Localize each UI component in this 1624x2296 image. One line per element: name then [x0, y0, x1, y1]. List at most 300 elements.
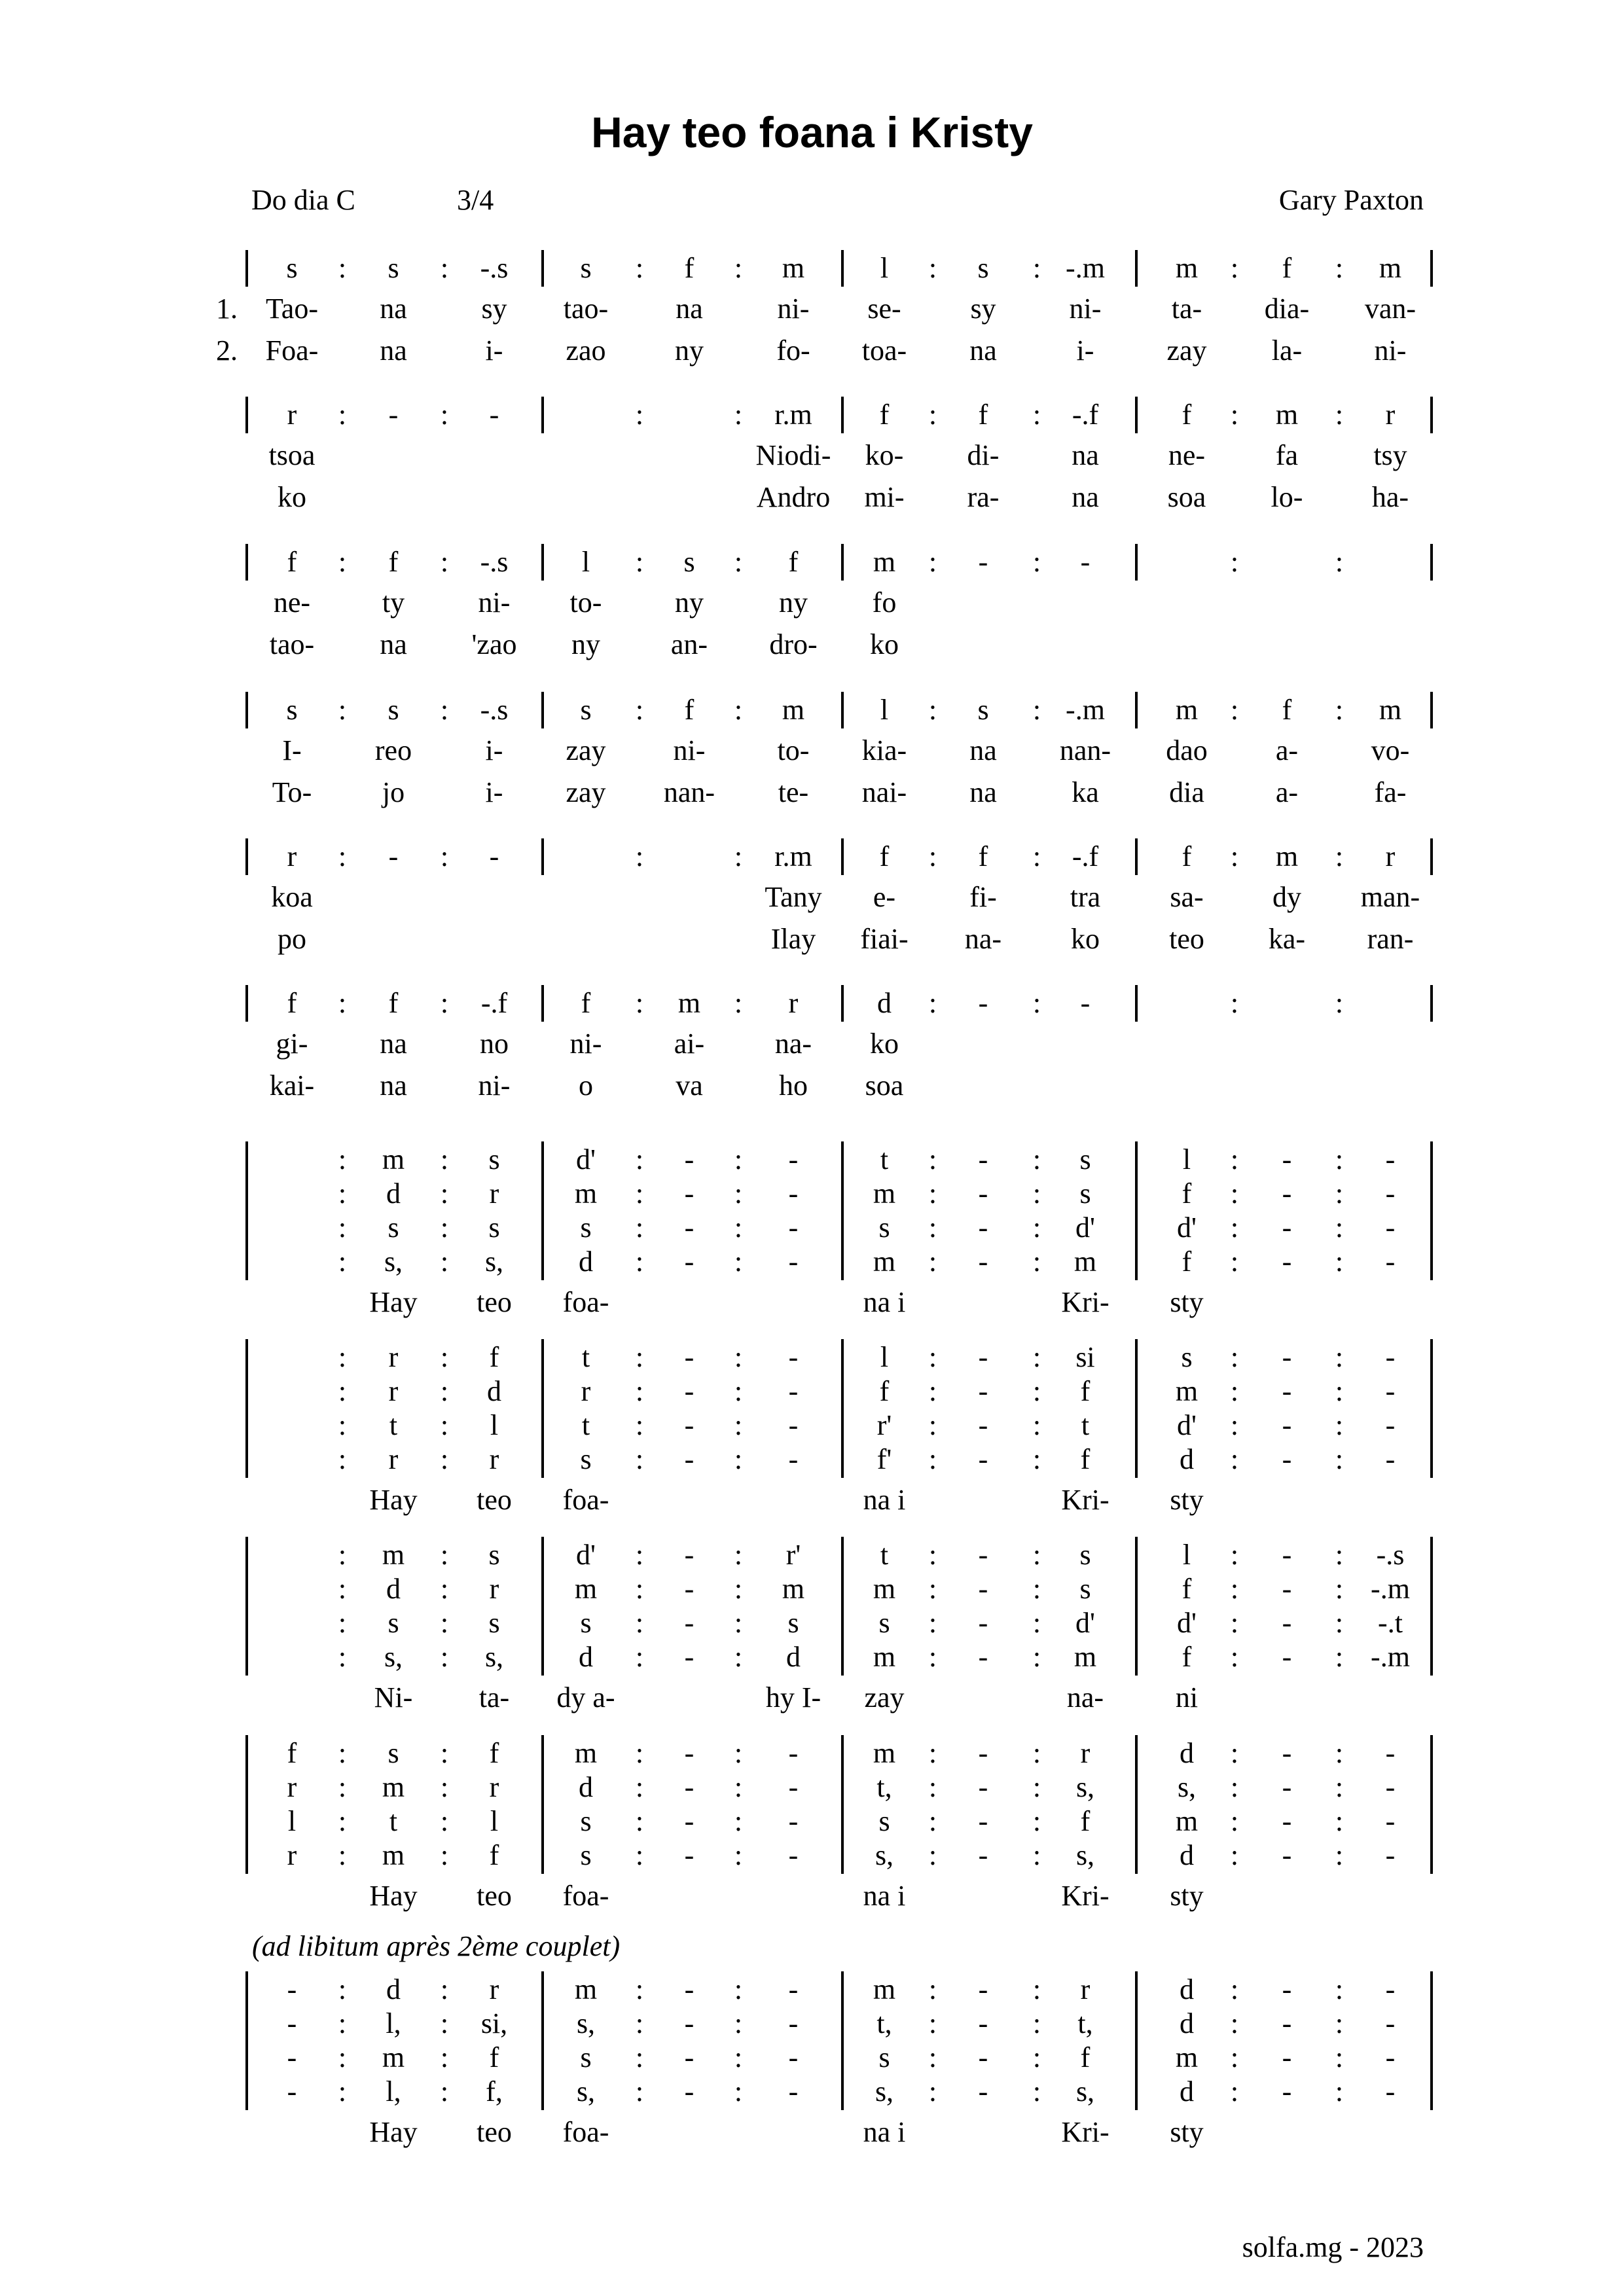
- beat-separator: :: [1230, 1607, 1239, 1639]
- solfa-note: s,: [1075, 2075, 1095, 2108]
- beat-separator: :: [338, 1771, 347, 1803]
- beat-separator: :: [338, 1341, 347, 1373]
- solfa-note: -: [788, 1246, 799, 1278]
- solfa-note: s,: [576, 2075, 596, 2108]
- solfa-note: -: [1385, 1375, 1396, 1407]
- lyric-syllable: soa: [865, 1069, 904, 1102]
- beat-separator: :: [1230, 1771, 1239, 1803]
- beat-separator: :: [635, 1607, 644, 1639]
- solfa-note: -: [1385, 1246, 1396, 1278]
- key-signature: Do dia C: [251, 184, 355, 216]
- solfa-note: f: [489, 1839, 499, 1871]
- beat-separator: :: [635, 987, 644, 1019]
- lyric-syllable: 'zao: [471, 628, 517, 660]
- solfa-note: l,: [386, 2007, 401, 2039]
- solfa-note: -: [978, 987, 988, 1019]
- lyric-syllable: la-: [1271, 334, 1303, 367]
- solfa-note: f: [287, 987, 297, 1019]
- solfa-note: -: [1282, 1177, 1292, 1210]
- solfa-note: m: [1175, 1805, 1199, 1837]
- solfa-note: d: [579, 1246, 593, 1278]
- solfa-note: -: [1282, 1641, 1292, 1673]
- lyric-syllable: fo-: [776, 334, 810, 367]
- beat-separator: :: [635, 1573, 644, 1605]
- beat-separator: :: [338, 2075, 347, 2108]
- solfa-note: s: [683, 546, 695, 578]
- beat-separator: :: [1032, 1805, 1041, 1837]
- solfa-note: f: [287, 1737, 297, 1769]
- beat-separator: :: [1335, 1641, 1344, 1673]
- lyric-syllable: Hay: [369, 1880, 418, 1912]
- lyric-syllable: nan-: [1059, 734, 1111, 766]
- solfa-note: m: [677, 987, 701, 1019]
- solfa-note: -: [1385, 1409, 1396, 1441]
- solfa-note: -: [788, 1143, 799, 1175]
- beat-separator: :: [928, 1737, 937, 1769]
- solfa-note: -: [788, 1341, 799, 1373]
- lyric-syllable: Kri-: [1061, 1880, 1110, 1912]
- verse-number: 1.: [216, 293, 238, 325]
- beat-separator: :: [440, 1839, 449, 1871]
- solfa-note: m: [1074, 1641, 1097, 1673]
- beat-separator: :: [635, 1177, 644, 1210]
- lyric-syllable: ka: [1072, 776, 1099, 808]
- beat-separator: :: [1032, 694, 1041, 726]
- solfa-note: -: [978, 1737, 988, 1769]
- beat-separator: :: [1335, 1409, 1344, 1441]
- lyric-syllable: tsy: [1373, 439, 1407, 471]
- lyric-syllable: hy I-: [765, 1681, 821, 1713]
- beat-separator: :: [440, 1539, 449, 1571]
- solfa-note: d: [386, 1573, 401, 1605]
- beat-separator: :: [928, 987, 937, 1019]
- solfa-note: -.f: [480, 987, 508, 1019]
- lyric-syllable: na: [380, 293, 407, 325]
- beat-separator: :: [440, 840, 449, 872]
- beat-separator: :: [734, 1409, 743, 1441]
- lyric-syllable: fiai-: [860, 923, 909, 955]
- beat-separator: :: [1032, 1607, 1041, 1639]
- lyric-syllable: ni-: [1069, 293, 1102, 325]
- solfa-note: m: [873, 1737, 896, 1769]
- solfa-note: d: [1180, 1839, 1194, 1871]
- solfa-note: m: [1175, 694, 1199, 726]
- beat-separator: :: [1335, 987, 1344, 1019]
- solfa-note: -: [489, 840, 499, 872]
- lyric-syllable: fa: [1275, 439, 1299, 471]
- lyric-syllable: dro-: [769, 628, 818, 660]
- beat-separator: :: [635, 1443, 644, 1475]
- solfa-note: s: [388, 1737, 399, 1769]
- solfa-note: l: [287, 1805, 297, 1837]
- solfa-note: f: [1182, 840, 1192, 872]
- lyric-syllable: tra: [1070, 881, 1101, 913]
- solfa-note: d: [579, 1771, 593, 1803]
- solfa-note: -: [788, 1211, 799, 1244]
- beat-separator: :: [440, 1641, 449, 1673]
- solfa-note: -: [978, 2007, 988, 2039]
- solfa-note: -.m: [1371, 1573, 1410, 1605]
- solfa-note: m: [1175, 2041, 1199, 2073]
- beat-separator: :: [928, 694, 937, 726]
- solfa-note: r: [287, 399, 297, 431]
- solfa-note: r: [1385, 840, 1396, 872]
- lyric-syllable: soa: [1167, 481, 1206, 513]
- solfa-note: m: [1074, 1246, 1097, 1278]
- lyric-syllable: to-: [569, 586, 602, 619]
- beat-separator: :: [1230, 2075, 1239, 2108]
- beat-separator: :: [1230, 1805, 1239, 1837]
- beat-separator: :: [1335, 1143, 1344, 1175]
- lyric-syllable: Kri-: [1061, 1484, 1110, 1516]
- beat-separator: :: [1032, 1246, 1041, 1278]
- beat-separator: :: [635, 1771, 644, 1803]
- solfa-note: t: [880, 1539, 889, 1571]
- beat-separator: :: [734, 2007, 743, 2039]
- solfa-note: -: [788, 1375, 799, 1407]
- solfa-note: -: [287, 2041, 297, 2073]
- lyric-syllable: ty: [382, 586, 405, 619]
- beat-separator: :: [1230, 1246, 1239, 1278]
- solfa-note: t: [581, 1341, 590, 1373]
- solfa-note: -: [978, 1177, 988, 1210]
- solfa-note: d': [1177, 1607, 1197, 1639]
- solfa-note: -: [788, 1177, 799, 1210]
- solfa-note: r: [287, 840, 297, 872]
- lyric-syllable: ni: [1175, 1681, 1199, 1713]
- solfa-note: t: [389, 1805, 398, 1837]
- lyric-syllable: ni-: [478, 1069, 511, 1102]
- solfa-note: -: [1385, 1443, 1396, 1475]
- solfa-note: m: [574, 1177, 598, 1210]
- lyric-syllable: na: [380, 1028, 407, 1060]
- solfa-note: -: [978, 2041, 988, 2073]
- beat-separator: :: [635, 1973, 644, 2005]
- beat-separator: :: [1032, 1539, 1041, 1571]
- lyric-syllable: i-: [1076, 334, 1094, 367]
- beat-separator: :: [1032, 546, 1041, 578]
- lyric-syllable: zay: [566, 734, 606, 766]
- song-title: Hay teo foana i Kristy: [591, 108, 1033, 156]
- beat-separator: :: [1032, 2041, 1041, 2073]
- solfa-note: s: [878, 2041, 890, 2073]
- lyric-syllable: teo: [1169, 923, 1204, 955]
- solfa-note: f: [684, 694, 695, 726]
- lyric-syllable: va: [676, 1069, 703, 1102]
- solfa-note: -: [978, 546, 988, 578]
- beat-separator: :: [1335, 2007, 1344, 2039]
- solfa-note: -: [684, 1211, 695, 1244]
- solfa-note: r: [388, 1443, 399, 1475]
- beat-separator: :: [1032, 1143, 1041, 1175]
- time-signature: 3/4: [457, 184, 494, 216]
- beat-separator: :: [928, 1143, 937, 1175]
- beat-separator: :: [1230, 1375, 1239, 1407]
- solfa-note: -: [1282, 1771, 1292, 1803]
- beat-separator: :: [1230, 1839, 1239, 1871]
- beat-separator: :: [734, 1375, 743, 1407]
- beat-separator: :: [440, 2007, 449, 2039]
- lyric-syllable: toa-: [861, 334, 907, 367]
- lyric-syllable: ny: [675, 334, 704, 367]
- solfa-note: -: [788, 1443, 799, 1475]
- solfa-note: d: [786, 1641, 801, 1673]
- solfa-note: r: [388, 1341, 399, 1373]
- beat-separator: :: [338, 1375, 347, 1407]
- lyric-syllable: ny: [571, 628, 600, 660]
- beat-separator: :: [440, 987, 449, 1019]
- solfa-note: l: [1182, 1539, 1191, 1571]
- solfa-note: -: [788, 1805, 799, 1837]
- solfa-note: -: [1385, 1737, 1396, 1769]
- solfa-note: -: [1282, 1805, 1292, 1837]
- solfa-note: s: [1079, 1143, 1091, 1175]
- solfa-note: s: [580, 2041, 592, 2073]
- beat-separator: :: [338, 1246, 347, 1278]
- beat-separator: :: [1335, 840, 1344, 872]
- beat-separator: :: [1335, 1573, 1344, 1605]
- solfa-note: s,: [1075, 1839, 1095, 1871]
- lyric-syllable: sy: [970, 293, 996, 325]
- solfa-note: -: [788, 1771, 799, 1803]
- lyric-syllable: Tao-: [266, 293, 318, 325]
- solfa-note: t: [1081, 1409, 1090, 1441]
- beat-separator: :: [440, 1177, 449, 1210]
- beat-separator: :: [734, 1839, 743, 1871]
- beat-separator: :: [635, 1805, 644, 1837]
- solfa-note: s: [388, 1211, 399, 1244]
- lyric-syllable: kia-: [861, 734, 907, 766]
- solfa-note: r: [388, 1375, 399, 1407]
- beat-separator: :: [1335, 546, 1344, 578]
- lyric-syllable: ni-: [673, 734, 706, 766]
- lyric-syllable: sty: [1170, 2116, 1204, 2148]
- beat-separator: :: [635, 1641, 644, 1673]
- solfa-note: -: [684, 1375, 695, 1407]
- solfa-note: -.t: [1378, 1607, 1403, 1639]
- lyric-syllable: nan-: [663, 776, 715, 808]
- solfa-note: d': [576, 1143, 596, 1175]
- beat-separator: :: [338, 1211, 347, 1244]
- lyric-syllable: se-: [867, 293, 901, 325]
- solfa-note: l: [1182, 1143, 1191, 1175]
- beat-separator: :: [928, 2075, 937, 2108]
- solfa-note: -: [684, 1143, 695, 1175]
- beat-separator: :: [1032, 399, 1041, 431]
- solfa-note: -: [684, 2041, 695, 2073]
- solfa-note: -: [684, 1805, 695, 1837]
- solfa-note: s,: [875, 2075, 894, 2108]
- beat-separator: :: [734, 2041, 743, 2073]
- beat-separator: :: [338, 1973, 347, 2005]
- beat-separator: :: [928, 1246, 937, 1278]
- lyric-syllable: Hay: [369, 2116, 418, 2148]
- solfa-note: -: [978, 1805, 988, 1837]
- beat-separator: :: [440, 1211, 449, 1244]
- solfa-note: s: [388, 694, 399, 726]
- solfa-note: -: [1385, 1973, 1396, 2005]
- solfa-note: m: [1275, 840, 1299, 872]
- lyric-syllable: na: [380, 628, 407, 660]
- beat-separator: :: [1032, 252, 1041, 284]
- beat-separator: :: [1335, 1973, 1344, 2005]
- lyric-syllable: foa-: [562, 2116, 609, 2148]
- beat-separator: :: [1335, 1341, 1344, 1373]
- beat-separator: :: [635, 1341, 644, 1373]
- solfa-note: -: [1282, 1246, 1292, 1278]
- lyric-syllable: fi-: [969, 881, 997, 913]
- solfa-note: -: [1282, 2007, 1292, 2039]
- solfa-note: r: [489, 1177, 499, 1210]
- lyric-syllable: na: [676, 293, 703, 325]
- beat-separator: :: [734, 1737, 743, 1769]
- solfa-note: -: [978, 1573, 988, 1605]
- solfa-note: t: [880, 1143, 889, 1175]
- beat-separator: :: [1230, 1539, 1239, 1571]
- solfa-note: f: [1282, 252, 1292, 284]
- solfa-note: d': [1177, 1211, 1197, 1244]
- solfa-note: f: [1182, 1246, 1192, 1278]
- beat-separator: :: [1032, 1771, 1041, 1803]
- beat-separator: :: [1335, 2041, 1344, 2073]
- solfa-note: -: [978, 1539, 988, 1571]
- lyric-syllable: ta-: [478, 1681, 510, 1713]
- solfa-note: s: [787, 1607, 799, 1639]
- beat-separator: :: [734, 694, 743, 726]
- solfa-note: s: [580, 1607, 592, 1639]
- lyric-syllable: ko: [1071, 923, 1100, 955]
- solfa-note: s: [388, 1607, 399, 1639]
- beat-separator: :: [928, 1771, 937, 1803]
- solfa-note: s: [1079, 1539, 1091, 1571]
- lyric-syllable: sty: [1170, 1484, 1204, 1516]
- lyric-syllable: ny: [675, 586, 704, 619]
- beat-separator: :: [734, 1246, 743, 1278]
- beat-separator: :: [1230, 1211, 1239, 1244]
- beat-separator: :: [1032, 987, 1041, 1019]
- solfa-note: -: [684, 1839, 695, 1871]
- solfa-note: r: [1385, 399, 1396, 431]
- solfa-note: s: [878, 1211, 890, 1244]
- lyric-syllable: o: [579, 1069, 593, 1102]
- solfa-note: -: [1080, 987, 1091, 1019]
- solfa-note: r.m: [774, 399, 812, 431]
- lyric-syllable: Andro: [756, 481, 831, 513]
- beat-separator: :: [1032, 1409, 1041, 1441]
- solfa-note: f: [1080, 1443, 1091, 1475]
- lyric-syllable: kai-: [269, 1069, 315, 1102]
- lyric-syllable: di-: [967, 439, 1000, 471]
- beat-separator: :: [928, 1607, 937, 1639]
- lyric-syllable: i-: [485, 776, 503, 808]
- solfa-note: -: [1385, 1341, 1396, 1373]
- solfa-note: r: [1080, 1973, 1091, 2005]
- lyric-syllable: i-: [485, 334, 503, 367]
- beat-separator: :: [635, 1839, 644, 1871]
- solfa-note: -: [1282, 2075, 1292, 2108]
- solfa-note: -: [978, 1771, 988, 1803]
- beat-separator: :: [1032, 1737, 1041, 1769]
- solfa-note: d': [1075, 1607, 1095, 1639]
- lyric-syllable: Kri-: [1061, 2116, 1110, 2148]
- beat-separator: :: [1230, 1573, 1239, 1605]
- lyric-syllable: gi-: [276, 1028, 308, 1060]
- solfa-note: -: [1385, 2007, 1396, 2039]
- solfa-note: d: [1180, 2007, 1194, 2039]
- beat-separator: :: [1335, 1375, 1344, 1407]
- beat-separator: :: [1032, 1341, 1041, 1373]
- beat-separator: :: [734, 1573, 743, 1605]
- beat-separator: :: [338, 1607, 347, 1639]
- beat-separator: :: [635, 840, 644, 872]
- solfa-note: f: [1282, 694, 1292, 726]
- lyric-syllable: ko-: [865, 439, 904, 471]
- lyric-syllable: van-: [1364, 293, 1416, 325]
- beat-separator: :: [928, 252, 937, 284]
- beat-separator: :: [734, 252, 743, 284]
- solfa-note: r': [876, 1409, 892, 1441]
- footer-credit: solfa.mg - 2023: [1242, 2231, 1424, 2263]
- solfa-note: -.m: [1066, 694, 1105, 726]
- solfa-note: -: [788, 1737, 799, 1769]
- beat-separator: :: [1335, 1839, 1344, 1871]
- solfa-note: m: [1175, 252, 1199, 284]
- lyric-syllable: sty: [1170, 1286, 1204, 1318]
- beat-separator: :: [928, 1539, 937, 1571]
- solfa-note: s,: [484, 1246, 504, 1278]
- beat-separator: :: [1230, 399, 1239, 431]
- solfa-note: r: [1080, 1737, 1091, 1769]
- lyric-syllable: teo: [477, 1286, 512, 1318]
- solfa-note: -: [978, 1246, 988, 1278]
- beat-separator: :: [440, 1771, 449, 1803]
- solfa-note: s: [1079, 1177, 1091, 1210]
- verse-number: 2.: [216, 334, 238, 367]
- solfa-note: -: [1282, 1573, 1292, 1605]
- solfa-note: m: [782, 694, 805, 726]
- beat-separator: :: [440, 1341, 449, 1373]
- lyric-syllable: po: [278, 923, 306, 955]
- solfa-note: s,: [875, 1839, 894, 1871]
- beat-separator: :: [1032, 840, 1041, 872]
- lyric-syllable: a-: [1275, 776, 1299, 808]
- lyric-syllable: na: [969, 334, 997, 367]
- solfa-note: -: [978, 1839, 988, 1871]
- solfa-note: f,: [486, 2075, 503, 2108]
- solfa-note: m: [574, 1973, 598, 2005]
- solfa-note: f: [581, 987, 591, 1019]
- beat-separator: :: [928, 1839, 937, 1871]
- lyric-syllable: ko: [870, 628, 899, 660]
- lyric-syllable: tao-: [269, 628, 315, 660]
- solfa-note: m: [873, 1641, 896, 1673]
- solfa-note: -: [1080, 546, 1091, 578]
- solfa-note: m: [1175, 1375, 1199, 1407]
- beat-separator: :: [1230, 840, 1239, 872]
- solfa-note: -: [788, 2075, 799, 2108]
- solfa-note: -: [1282, 1607, 1292, 1639]
- solfa-note: m: [1379, 694, 1402, 726]
- solfa-note: -: [978, 1341, 988, 1373]
- lyric-syllable: zay: [1166, 334, 1207, 367]
- beat-separator: :: [1230, 1443, 1239, 1475]
- solfa-note: -: [788, 2041, 799, 2073]
- lyric-syllable: jo: [382, 776, 405, 808]
- beat-separator: :: [635, 1246, 644, 1278]
- solfa-note: -: [684, 1973, 695, 2005]
- solfa-note: s,: [1075, 1771, 1095, 1803]
- solfa-note: -: [788, 1973, 799, 2005]
